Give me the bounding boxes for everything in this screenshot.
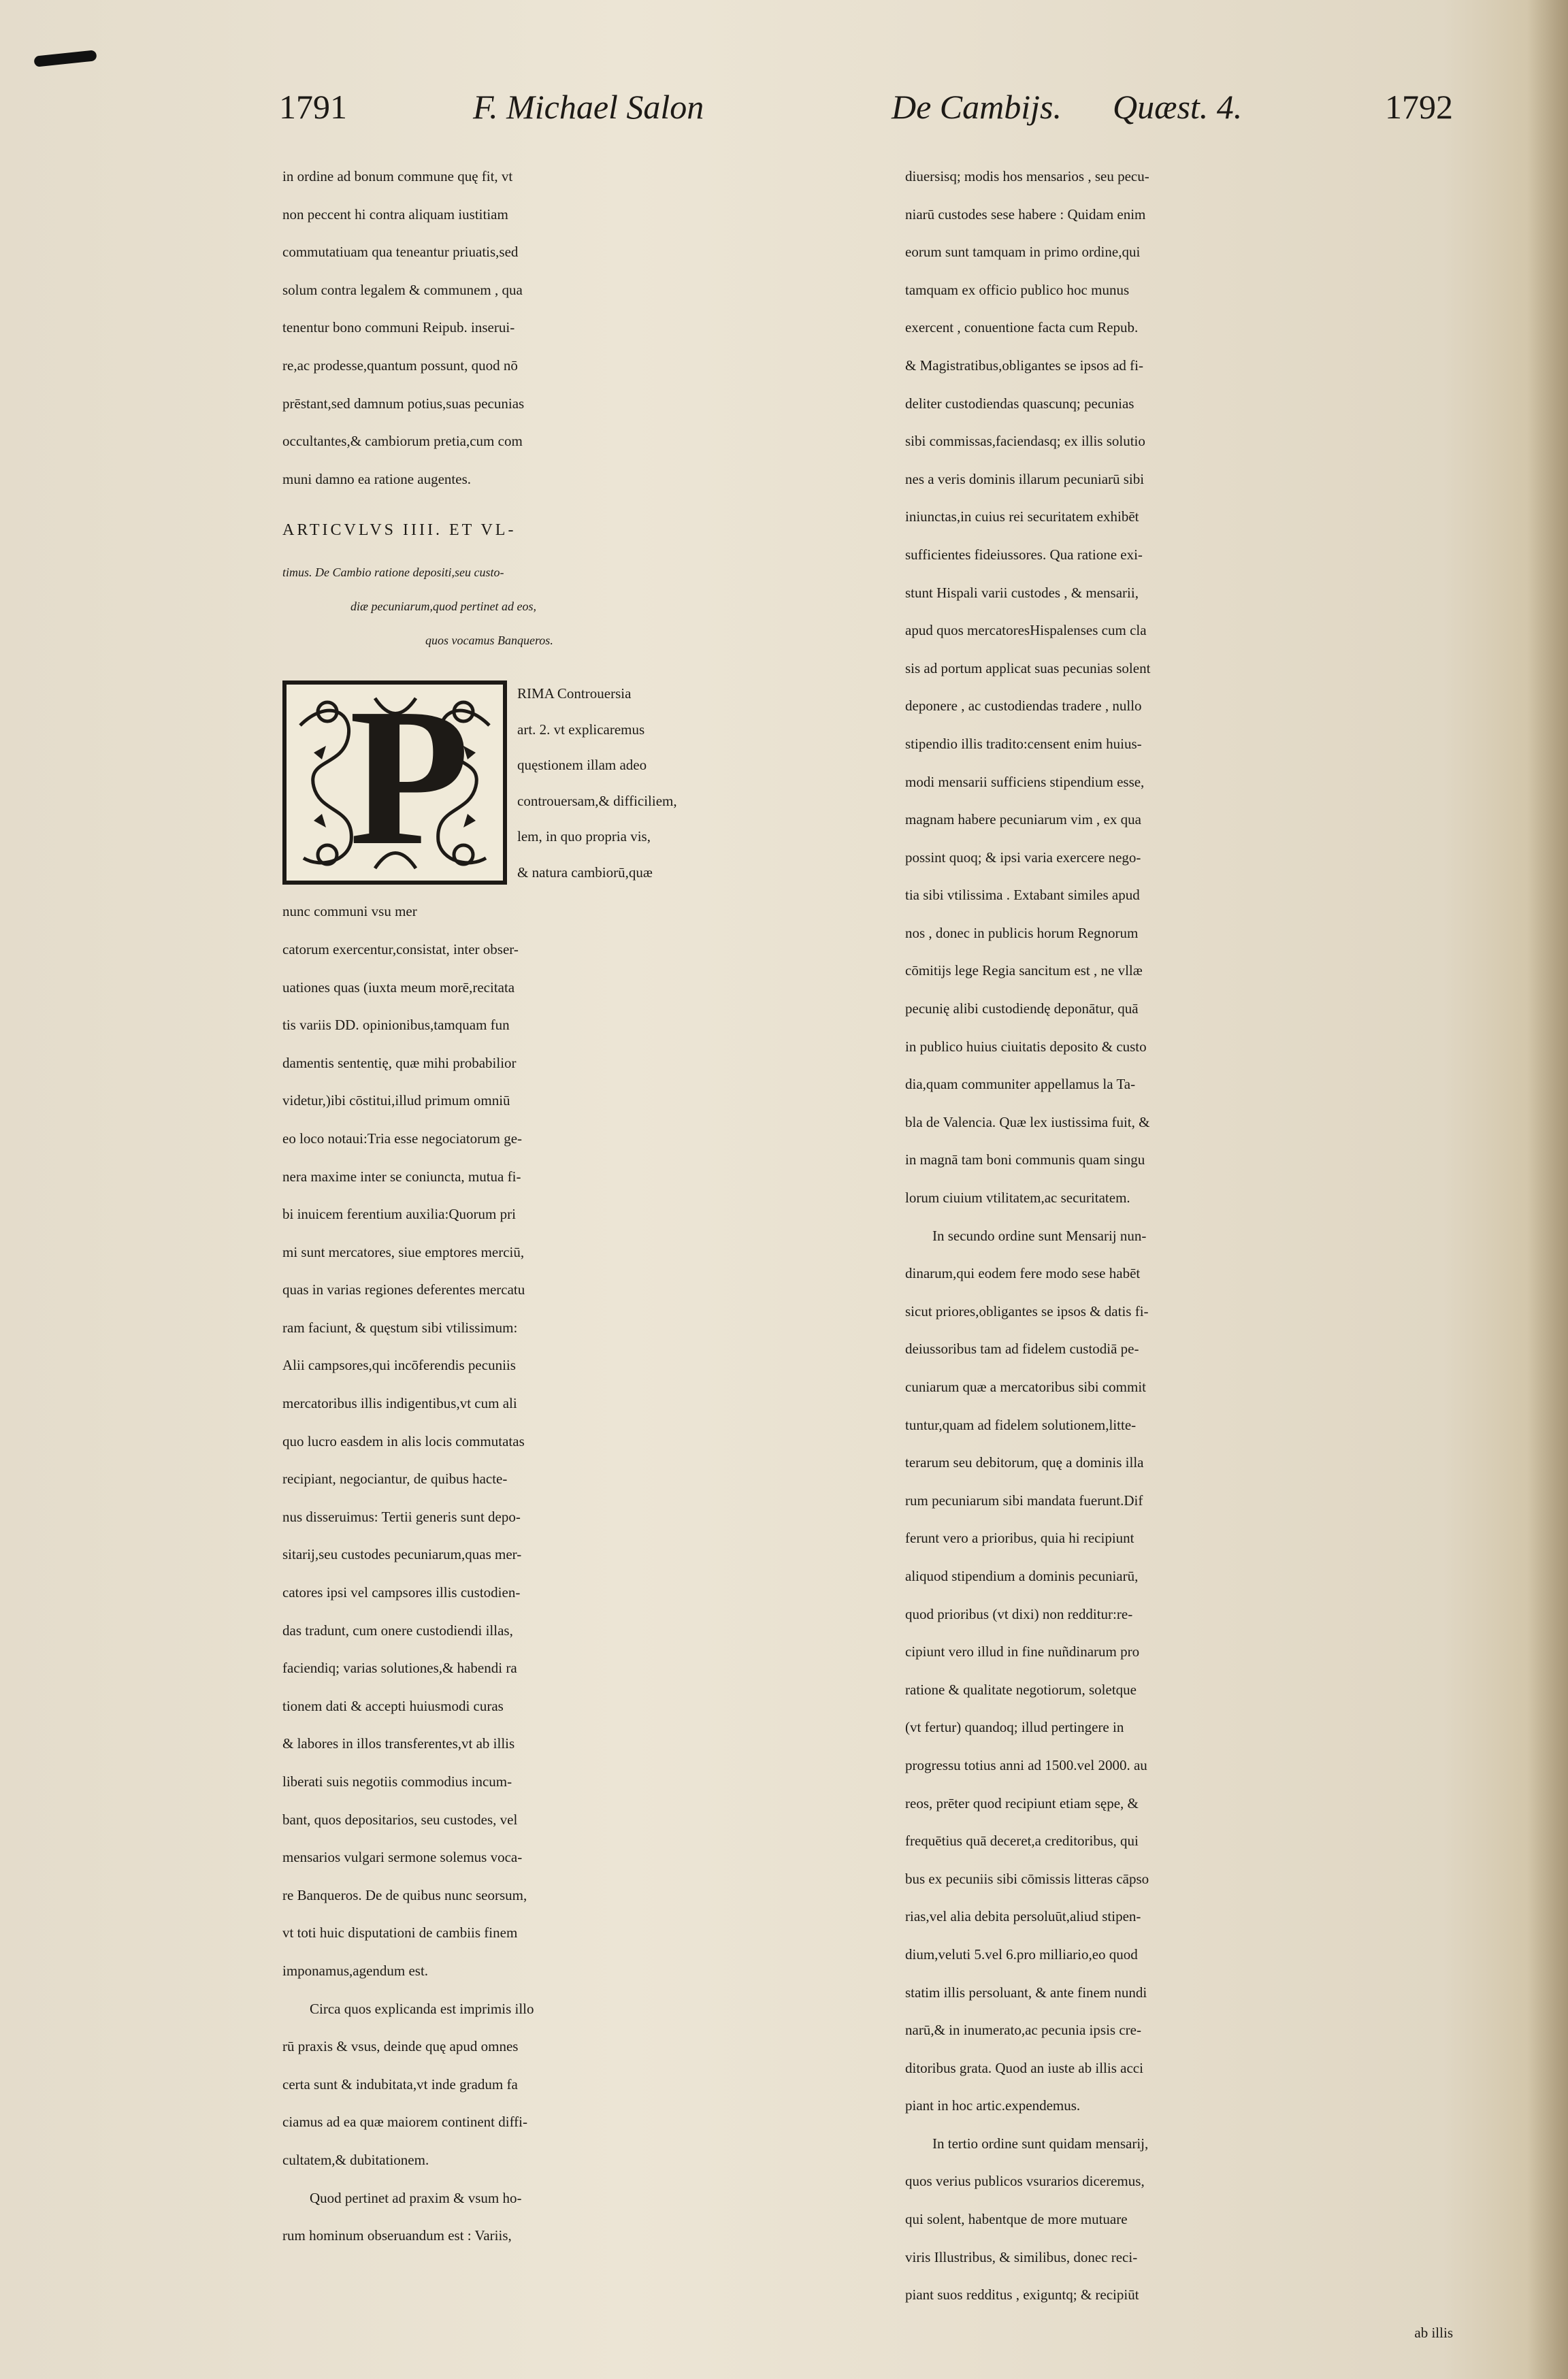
text-line: progressu totius anni ad 1500.vel 2000. au [905, 1756, 1147, 1773]
text-line: bus ex pecuniis sibi cōmissis litteras cāpso [905, 1870, 1149, 1887]
text-line: exercent , conuentione facta cum Repub. [905, 319, 1139, 336]
text-line: sibi commissas,faciendasq; ex illis solutio [905, 433, 1145, 450]
text-line: deiussoribus tam ad fidelem custodiā pe- [905, 1341, 1139, 1358]
text-line: deliter custodiendas quascunq; pecunias [905, 395, 1134, 412]
text-line: magnam habere pecuniarum vim , ex qua [905, 811, 1141, 828]
left-body-paragraph [282, 893, 827, 1990]
text-line: narū,& in inumerato,ac pecunia ipsis cre- [905, 2022, 1141, 2039]
text-line: videtur,)ibi cōstitui,illud primum omniū [282, 1092, 510, 1109]
text-line: in magnā tam boni communis quam singu [905, 1151, 1145, 1168]
page-edge-shadow [1527, 0, 1568, 2379]
text-line: sis ad portum applicat suas pecunias solent [905, 659, 1151, 676]
text-line: ram faciunt, & quęstum sibi vtilissimum: [282, 1319, 518, 1336]
text-line: muni damno ea ratione augentes. [282, 470, 471, 487]
text-line: imponamus,agendum est. [282, 1962, 429, 1979]
text-line: faciendiq; varias solutiones,& habendi ra [282, 1660, 517, 1677]
catchword: ab illis [1414, 2324, 1453, 2341]
text-line: mercatoribus illis indigentibus,vt cum ali [282, 1395, 517, 1412]
decorated-initial [282, 668, 507, 887]
text-line: art. 2. vt explicaremus [517, 721, 645, 738]
text-line: in ordine ad bonum commune quę fit, vt [282, 168, 513, 184]
article-title: ARTICVLVS IIII. ET VL- [282, 521, 517, 540]
text-line: stunt Hispali varii custodes , & mensarii, [905, 584, 1139, 601]
text-line: quod prioribus (vt dixi) non redditur:re- [905, 1605, 1133, 1622]
text-line: stipendio illis tradito:censent enim huius- [905, 735, 1142, 752]
right-column [905, 158, 1460, 2352]
text-line: solum contra legalem & communem , qua [282, 281, 523, 298]
text-line: catorum exercentur,consistat, inter obser- [282, 940, 519, 957]
text-line: diuersisq; modis hos mensarios , seu pecu- [905, 168, 1149, 184]
text-line: cōmitijs lege Regia sancitum est , ne vllæ [905, 962, 1143, 979]
text-line: tuntur,quam ad fidelem solutionem,litte- [905, 1416, 1137, 1433]
text-line: Alii campsores,qui incōferendis pecuniis [282, 1357, 516, 1374]
right-paragraph-3 [905, 2125, 1460, 2314]
text-line: certa sunt & indubitata,vt inde gradum fa [282, 2076, 518, 2093]
text-line: & labores in illos transferentes,vt ab illis [282, 1735, 515, 1752]
ink-mark [33, 50, 97, 67]
initial-adjacent-lines [517, 675, 830, 889]
text-line: rū praxis & vsus, deinde quę apud omnes [282, 2038, 519, 2055]
article-subtitle-3: quos vocamus Banqueros. [425, 634, 553, 648]
running-header [279, 87, 1463, 142]
text-line: vt toti huic disputationi de cambiis finem [282, 1924, 518, 1941]
text-line: nunc communi vsu mer [282, 903, 417, 920]
text-line: piant suos redditus , exiguntq; & recipiūt [905, 2286, 1139, 2303]
text-line: & natura cambiorū,quæ [517, 864, 653, 881]
text-line: rias,vel alia debita persoluūt,aliud stipen- [905, 1908, 1141, 1925]
text-line: (vt fertur) quandoq; illud pertingere in [905, 1719, 1124, 1736]
text-line: Quod pertinet ad praxim & vsum ho- [310, 2189, 522, 2206]
decorated-initial-block [282, 668, 827, 893]
text-line: cipiunt vero illud in fine nuñdinarum pro [905, 1643, 1140, 1660]
text-line: ferunt vero a prioribus, quia hi recipiunt [905, 1530, 1134, 1547]
article-subtitle-2: diæ pecuniarum,quod pertinet ad eos, [350, 600, 536, 614]
left-column [282, 158, 827, 2255]
text-line: ratione & qualitate negotiorum, soletque [905, 1681, 1137, 1698]
text-line: recipiant, negociantur, de quibus hacte- [282, 1471, 508, 1488]
text-line: dinarum,qui eodem fere modo sese habēt [905, 1265, 1141, 1282]
text-line: quęstionem illam adeo [517, 757, 647, 774]
text-line: modi mensarii sufficiens stipendium esse, [905, 773, 1145, 790]
text-line: niarū custodes sese habere : Quidam enim [905, 206, 1146, 223]
text-line: Circa quos explicanda est imprimis illo [310, 2000, 534, 2017]
text-line: qui solent, habentque de more mutuare [905, 2211, 1128, 2228]
text-line: rum pecuniarum sibi mandata fuerunt.Dif [905, 1492, 1143, 1509]
text-line: lorum ciuium vtilitatem,ac securitatem. [905, 1190, 1130, 1207]
left-opening-paragraph [282, 158, 827, 498]
text-line: bi inuicem ferentium auxilia:Quorum pri [282, 1206, 516, 1223]
text-line: pecunię alibi custodiendę deponātur, quā [905, 1000, 1139, 1017]
text-line: uationes quas (iuxta meum morē,recitata [282, 979, 515, 996]
text-line: ditoribus grata. Quod an iuste ab illis acci [905, 2059, 1143, 2076]
page-number-left: 1791 [279, 88, 347, 126]
text-line: ciamus ad ea quæ maiorem continent diffi- [282, 2114, 528, 2131]
text-line: nera maxime inter se coniuncta, mutua fi- [282, 1168, 521, 1185]
initial-letter: P [349, 668, 470, 887]
text-line: catores ipsi vel campsores illis custodien- [282, 1584, 521, 1601]
text-line: eo loco notaui:Tria esse negociatorum ge- [282, 1130, 523, 1147]
left-paragraph-quod [282, 2180, 827, 2255]
text-line: sicut priores,obligantes se ipsos & datis fi- [905, 1302, 1149, 1319]
text-line: bla de Valencia. Quæ lex iustissima fuit, & [905, 1113, 1150, 1130]
text-line: piant in hoc artic.expendemus. [905, 2097, 1081, 2114]
text-line: bant, quos depositarios, seu custodes, vel [282, 1811, 518, 1828]
text-line: nes a veris dominis illarum pecuniarū sibi [905, 470, 1145, 487]
text-line: mensarios vulgari sermone solemus voca- [282, 1849, 523, 1866]
text-line: aliquod stipendium a dominis pecuniarū, [905, 1567, 1139, 1584]
text-line: cuniarum quæ a mercatoribus sibi commit [905, 1379, 1147, 1395]
text-line: quo lucro easdem in alis locis commutatas [282, 1432, 525, 1449]
text-line: eorum sunt tamquam in primo ordine,qui [905, 244, 1141, 261]
text-line: & Magistratibus,obligantes se ipsos ad fi- [905, 357, 1143, 374]
text-line: iniunctas,in cuius rei securitatem exhibēt [905, 508, 1139, 525]
text-line: re,ac prodesse,quantum possunt, quod nō [282, 357, 518, 374]
text-line: occultantes,& cambiorum pretia,cum com [282, 433, 523, 450]
text-line: liberati suis negotiis commodius incum- [282, 1773, 512, 1790]
text-line: In tertio ordine sunt quidam mensarij, [932, 2135, 1149, 2152]
text-line: mi sunt mercatores, siue emptores merciū, [282, 1243, 525, 1260]
text-line: terarum seu debitorum, quę a dominis illa [905, 1454, 1144, 1471]
text-line: deponere , ac custodiendas tradere , nullo [905, 698, 1142, 715]
text-line: tenentur bono communi Reipub. inserui- [282, 319, 515, 336]
article-subtitle-1: timus. De Cambio ratione depositi,seu custo- [282, 565, 504, 580]
text-line: sitarij,seu custodes pecuniarum,quas mer- [282, 1546, 522, 1563]
text-line: controuersam,& difficiliem, [517, 792, 677, 809]
text-line: sufficientes fideiussores. Qua ratione exi- [905, 546, 1143, 563]
text-line: das tradunt, cum onere custodiendi illas, [282, 1622, 513, 1639]
text-line: tamquam ex officio publico hoc munus [905, 281, 1130, 298]
text-line: dia,quam communiter appellamus la Ta- [905, 1076, 1136, 1093]
text-line: reos, prēter quod recipiunt etiam sępe, & [905, 1794, 1139, 1811]
text-line: apud quos mercatoresHispalenses cum cla [905, 622, 1147, 639]
text-line: quos verius publicos vsurarios diceremus, [905, 2173, 1145, 2190]
text-line: re Banqueros. De de quibus nunc seorsum, [282, 1886, 527, 1903]
text-line: tia sibi vtilissima . Extabant similes apud [905, 887, 1140, 904]
text-line: possint quoq; & ipsi varia exercere nego- [905, 849, 1141, 866]
text-line: cultatem,& dubitationem. [282, 2151, 429, 2168]
text-line: quas in varias regiones deferentes mercatu [282, 1281, 525, 1298]
text-line: nus disseruimus: Tertii generis sunt depo- [282, 1508, 521, 1525]
text-line: non peccent hi contra aliquam iustitiam [282, 206, 508, 223]
text-line: tionem dati & accepti huiusmodi curas [282, 1697, 504, 1714]
text-line: viris Illustribus, & similibus, donec reci- [905, 2248, 1138, 2265]
text-line: commutatiuam qua teneantur priuatis,sed [282, 244, 519, 261]
header-author: F. Michael Salon [473, 88, 704, 126]
text-line: nos , donec in publicis horum Regnorum [905, 924, 1139, 941]
text-line: frequētius quā deceret,a creditoribus, qui [905, 1833, 1139, 1850]
text-line: damentis sententię, quæ mihi probabilior [282, 1054, 517, 1071]
text-line: RIMA Controuersia [517, 685, 632, 702]
left-paragraph-circa [282, 1990, 827, 2180]
text-line: dium,veluti 5.vel 6.pro milliario,eo quod [905, 1946, 1138, 1963]
header-question: Quæst. 4. [1113, 88, 1243, 126]
text-line: tis variis DD. opinionibus,tamquam fun [282, 1017, 510, 1034]
text-line: prēstant,sed damnum potius,suas pecunias [282, 395, 525, 412]
header-title: De Cambijs. [892, 88, 1062, 126]
right-paragraph-1 [905, 158, 1460, 1217]
text-line: In secundo ordine sunt Mensarij nun- [932, 1227, 1147, 1244]
text-line: statim illis persoluant, & ante finem nundi [905, 1984, 1147, 2001]
text-line: lem, in quo propria vis, [517, 828, 651, 845]
right-paragraph-2 [905, 1217, 1460, 2125]
page-number-right: 1792 [1385, 88, 1453, 126]
text-line: in publico huius ciuitatis deposito & custo [905, 1038, 1147, 1055]
text-line: rum hominum obseruandum est : Variis, [282, 2227, 512, 2244]
